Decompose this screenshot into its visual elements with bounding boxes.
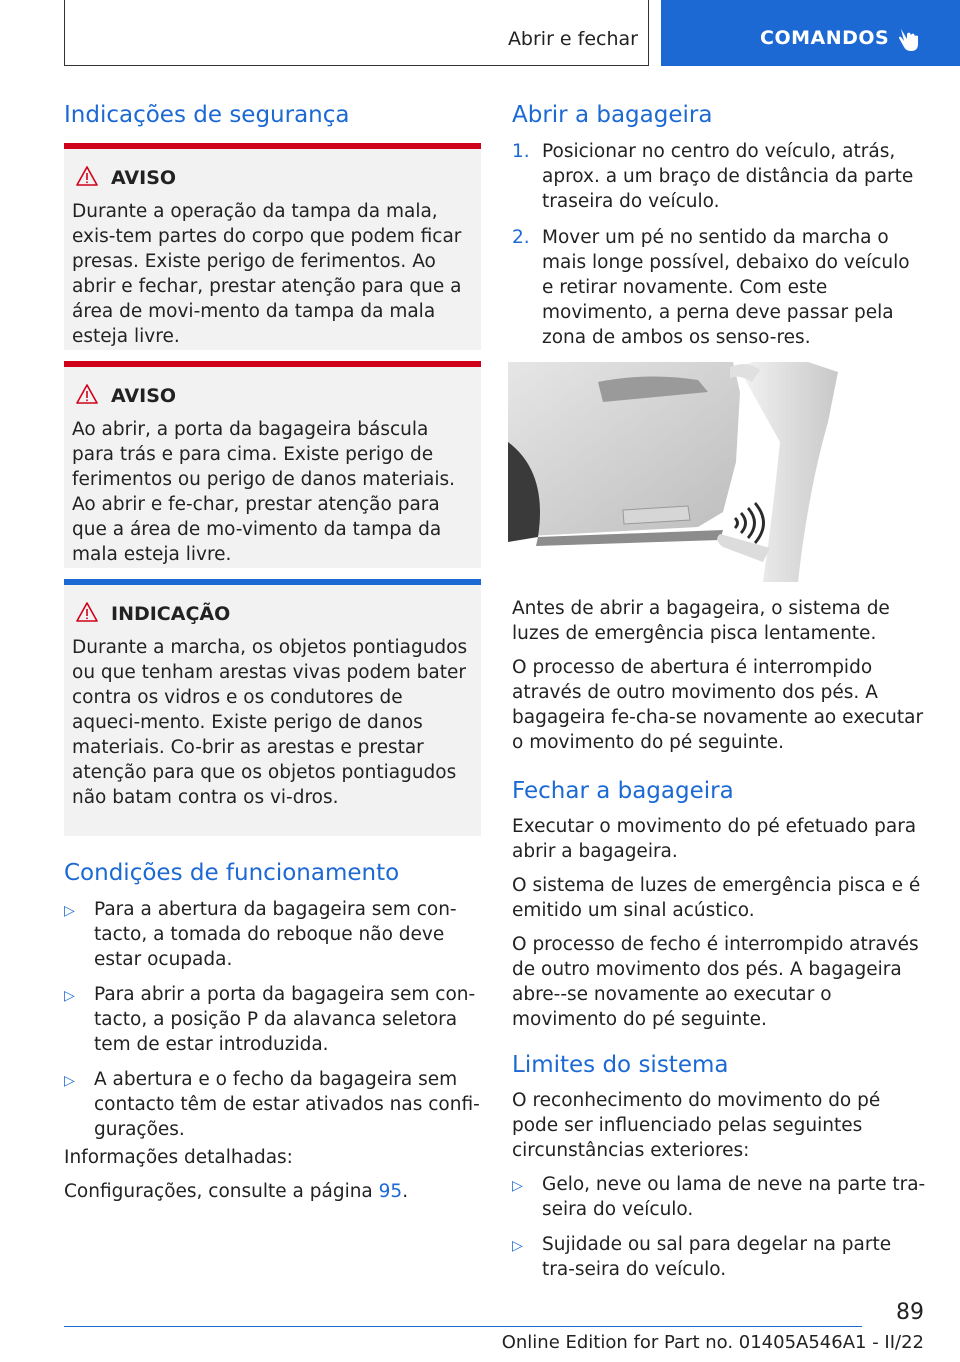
- warning-bar: [64, 361, 481, 367]
- warning-box-2: [64, 361, 481, 568]
- step-item: 1. Posicionar no centro do veículo, atrás, aprox. a um braço de distância da parte traseira do veículo.: [512, 141, 914, 212]
- notice-triangle-icon: [75, 601, 99, 623]
- steps-list: [512, 139, 926, 361]
- notice-text: Durante a marcha, os objetos pontiagudos ou que tenham arestas vivas podem bater contra os vidros e os condutores de aqueci-mento. Existe perigo de danos materiais. Co-brir as arestas e prestar atenção para que os objetos pontiagudos não batam contra os vi-dros.: [72, 637, 468, 808]
- list-item: ▷ A abertura e o fecho da bagageira sem contacto têm de estar ativados nas confi-gurações.: [64, 1069, 480, 1140]
- conditions-list: [64, 897, 482, 1152]
- hand-pointer-icon: [897, 27, 919, 53]
- warning-title: AVISO: [111, 167, 177, 189]
- arrow-right-icon: ▷: [64, 903, 75, 919]
- arrow-right-icon: ▷: [512, 1238, 523, 1254]
- warning-text: Ao abrir, a porta da bagageira báscula para trás e para cima. Existe perigo de ferimentos ou perigo de danos materiais. Ao abrir e fe-char, prestar atenção para que a área de mo-vimento da tampa da mala esteja livre.: [72, 419, 455, 565]
- config-reference: Configurações, consulte a página 95.: [64, 1181, 409, 1202]
- notice-box: [64, 579, 481, 836]
- limits-intro: O reconhecimento do movimento do pé pode ser influenciado pelas seguintes circunstâncias exteriores:: [512, 1090, 881, 1161]
- section-title: Abrir e fechar: [507, 28, 638, 50]
- arrow-right-icon: ▷: [64, 1073, 75, 1089]
- list-item: ▷ Para a abertura da bagageira sem con-tacto, a tomada do reboque não deve estar ocupada.: [64, 899, 457, 970]
- warning-bar: [64, 143, 481, 149]
- arrow-right-icon: ▷: [512, 1178, 523, 1194]
- list-item: ▷ Para abrir a porta da bagageira sem con-tacto, a posição P da alavanca seletora tem de estar introduzida.: [64, 984, 476, 1055]
- limits-list: [512, 1172, 926, 1292]
- warning-triangle-icon: [75, 383, 99, 405]
- header-section-box: [64, 0, 649, 66]
- details-block: [64, 1145, 482, 1213]
- foot-sensor-illustration: [508, 362, 845, 582]
- page-number: 89: [896, 1300, 924, 1325]
- conditions-heading: Condições de funcionamento: [64, 860, 400, 886]
- warning-box-1: [64, 143, 481, 350]
- notice-title: INDICAÇÃO: [111, 603, 231, 625]
- warning-title: AVISO: [111, 385, 177, 407]
- close-paragraphs: Executar o movimento do pé efetuado para abrir a bagageira. O sistema de luzes de emergência pisca e é emitido um sinal acústico. O processo de fecho é interrompido através de outro movimento dos pés. A bagageira abre--se novamente ao executar o movimento do pé seguinte.: [512, 816, 921, 1030]
- chapter-tab[interactable]: [661, 0, 960, 66]
- arrow-right-icon: ▷: [64, 988, 75, 1004]
- warning-triangle-icon: [75, 165, 99, 187]
- list-item: ▷ Sujidade ou sal para degelar na parte tra-seira do veículo.: [512, 1234, 892, 1280]
- limits-heading: Limites do sistema: [512, 1052, 729, 1078]
- step-item: 2. Mover um pé no sentido da marcha o mais longe possível, debaixo do veículo e retirar novamente. Com este movimento, a perna deve passar pela zona de ambos os senso-res.: [512, 227, 910, 348]
- open-paragraphs: Antes de abrir a bagageira, o sistema de luzes de emergência pisca lentamente. O processo de abertura é interrompido através de outro movimento dos pés. A bagageira fe-cha-se novamente ao executar o movimento do pé seguinte.: [512, 598, 924, 753]
- open-heading: Abrir a bagageira: [512, 102, 713, 128]
- page-link[interactable]: 95: [378, 1181, 403, 1202]
- list-item: ▷ Gelo, neve ou lama de neve na parte tra-seira do veículo.: [512, 1174, 926, 1220]
- close-heading: Fechar a bagageira: [512, 778, 734, 804]
- details-label: Informações detalhadas:: [64, 1147, 293, 1168]
- edition-note: Online Edition for Part no. 01405A546A1 - II/22: [501, 1332, 924, 1353]
- footer-divider: [64, 1326, 862, 1327]
- safety-heading: Indicações de segurança: [64, 102, 350, 128]
- notice-bar: [64, 579, 481, 585]
- chapter-label: COMANDOS: [760, 27, 890, 49]
- warning-text: Durante a operação da tampa da mala, exis-tem partes do corpo que podem ficar presas. Existe perigo de ferimentos. Ao abrir e fechar, prestar atenção para que a área de movi-mento da tampa da mala esteja livre.: [72, 201, 462, 347]
